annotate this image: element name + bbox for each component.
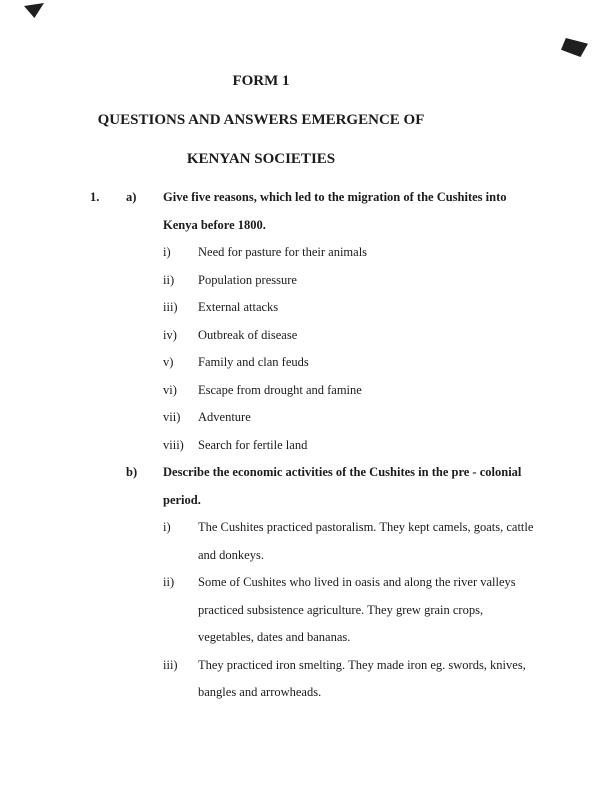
item-text: practiced subsistence agriculture. They grew grain crops,	[198, 602, 484, 617]
answer-item	[0, 322, 612, 350]
part-b-letter: b)	[126, 465, 138, 479]
answer-item-continuation	[0, 597, 612, 625]
answer-item-continuation	[0, 624, 612, 652]
answer-item	[0, 652, 612, 680]
question-number: 1.	[90, 190, 100, 204]
item-numeral: vi)	[163, 382, 177, 397]
answer-item-continuation	[0, 679, 612, 707]
answer-item	[0, 294, 612, 322]
answer-item	[0, 404, 612, 432]
item-numeral: iii)	[163, 657, 178, 672]
item-text: External attacks	[198, 300, 279, 314]
item-numeral: ii)	[163, 272, 175, 287]
item-text: Need for pasture for their animals	[198, 245, 368, 259]
item-numeral: iii)	[163, 300, 178, 314]
item-text: bangles and arrowheads.	[198, 685, 322, 699]
answer-item	[0, 349, 612, 377]
question-part-b-prompt-row	[0, 487, 612, 515]
title-main: QUESTIONS AND ANSWERS EMERGENCE OF	[97, 112, 425, 128]
answer-item	[0, 569, 612, 597]
answer-item	[0, 267, 612, 295]
title-sub: KENYAN SOCIETIES	[186, 151, 336, 167]
question-part-b-prompt-row	[0, 459, 612, 487]
corner-fold-mark-top-right	[561, 38, 588, 57]
part-a-prompt-line: Kenya before 1800.	[163, 217, 266, 232]
part-a-letter: a)	[126, 190, 137, 204]
question-body	[0, 184, 612, 707]
question-number-spacer	[90, 459, 126, 487]
answer-item	[0, 514, 612, 542]
answer-item-continuation	[0, 542, 612, 570]
item-text: Search for fertile land	[198, 437, 308, 452]
item-numeral: ii)	[163, 575, 175, 589]
item-text: Some of Cushites who lived in oasis and along the river valleys	[198, 575, 516, 589]
item-numeral: viii)	[163, 437, 184, 452]
item-text: Adventure	[198, 410, 251, 424]
item-numeral: iv)	[163, 327, 177, 342]
item-text: and donkeys.	[198, 547, 264, 562]
item-text: Outbreak of disease	[198, 327, 298, 342]
part-b-prompt-line: period.	[163, 492, 201, 507]
answer-item	[0, 432, 612, 460]
title-form-level: FORM 1	[232, 73, 290, 89]
question-part-a-prompt-row	[0, 184, 612, 212]
item-text: Family and clan feuds	[198, 355, 309, 369]
question-part-a-prompt-row	[0, 212, 612, 240]
item-text: Population pressure	[198, 272, 297, 287]
item-numeral: vii)	[163, 410, 181, 424]
item-text: They practiced iron smelting. They made iron eg. swords, knives,	[198, 657, 526, 672]
item-text: Escape from drought and famine	[198, 382, 362, 397]
answer-item	[0, 377, 612, 405]
corner-fold-mark-top-left	[24, 3, 44, 18]
item-numeral: i)	[163, 245, 171, 259]
part-b-prompt-line: Describe the economic activities of the Cushites in the pre - colonial	[163, 465, 522, 479]
title-block	[0, 74, 522, 191]
answer-item	[0, 239, 612, 267]
item-text: vegetables, dates and bananas.	[198, 630, 351, 644]
item-text: The Cushites practiced pastoralism. They kept camels, goats, cattle	[198, 520, 534, 534]
item-numeral: v)	[163, 355, 174, 369]
part-a-prompt-line: Give five reasons, which led to the migration of the Cushites into	[163, 190, 507, 204]
item-numeral: i)	[163, 520, 171, 534]
